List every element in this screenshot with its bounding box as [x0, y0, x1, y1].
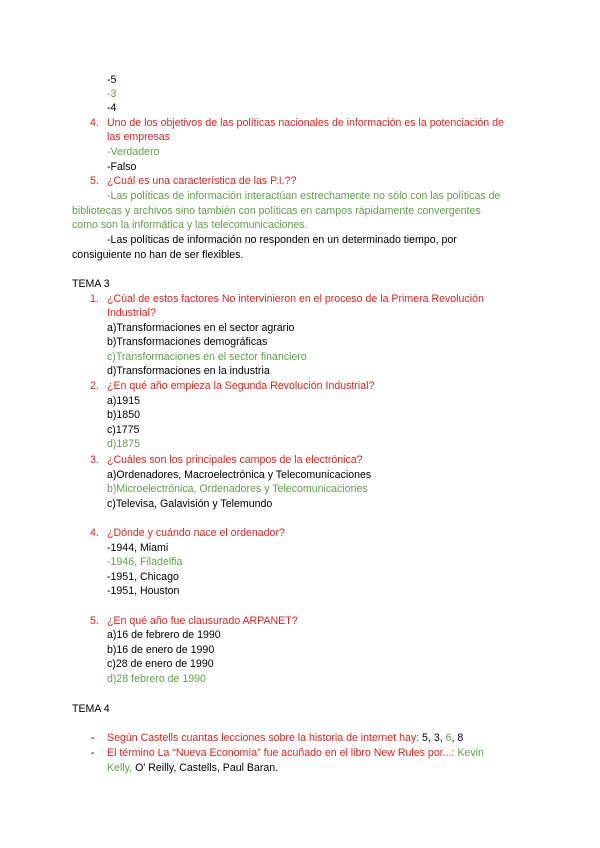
option-text: a)Transformaciones en el sector agrario: [107, 322, 295, 334]
correct-option-text: d)1875: [107, 438, 140, 450]
question-text: las empresas: [107, 131, 170, 143]
correct-option-text: b)Microelectrónica, Ordenadores y Telecomunicaciones: [107, 483, 368, 495]
option-text: , 8: [451, 732, 464, 744]
bullet-item-continuation: [107, 761, 278, 775]
option-text: -1951, Chicago: [107, 571, 179, 583]
option-text: b)1850: [107, 409, 140, 421]
correct-option-text: d)28 febrero de 1990: [107, 673, 206, 685]
correct-option-text: -1946, Filadelfia: [107, 556, 183, 568]
correct-option-text: como son la informática y las telecomunicaciones.: [72, 219, 308, 231]
question-text: ¿Cuáles son los principales campos de la electrónica?: [107, 454, 363, 466]
bullet-dash: -: [91, 732, 95, 744]
question-text: ¿En qué año fue clausurado ARPANET?: [107, 615, 298, 627]
option-text: a)1915: [107, 395, 140, 407]
question-number: 5.: [90, 175, 99, 187]
option-text: c)Televisa, Galavisión y Telemundo: [107, 498, 273, 510]
question-text: ¿Cúal de estos factores No intervinieron en el proceso de la Primera Revolución: [107, 293, 484, 305]
question-text: ¿Cuál es una característica de las P.I.??: [107, 175, 297, 187]
option-text: O’ Reilly, Castells, Paul Baran.: [132, 762, 279, 774]
option-text: -Las políticas de información no responden en un determinado tiempo, por: [107, 234, 457, 246]
section-heading: TEMA 3: [72, 278, 110, 290]
option-text: -1944, Miami: [107, 542, 169, 554]
section-heading: TEMA 4: [72, 703, 110, 715]
option-text: -5: [107, 74, 117, 86]
question-number: 3.: [90, 454, 99, 466]
question-text: ¿En qué año empieza la Segunda Revolución Industrial?: [107, 380, 375, 392]
question-text: El término La “Nueva Economía” fue acuñado en el libro New Rules por...:: [107, 747, 455, 759]
question-text: Industrial?: [107, 307, 156, 319]
correct-option-text: c)Transformaciones en el sector financiero: [107, 351, 307, 363]
option-text: -Falso: [107, 161, 137, 173]
option-text: 5, 3,: [419, 732, 446, 744]
bullet-item: [107, 731, 463, 745]
question-text: ¿Dónde y cuándo nace el ordenador?: [107, 527, 285, 539]
option-text: c)28 de enero de 1990: [107, 658, 214, 670]
correct-option-text: 6: [445, 732, 452, 744]
correct-option-text: -Verdadero: [107, 146, 160, 158]
question-number: 2.: [90, 380, 99, 392]
option-text: b)Transformaciones demográficas: [107, 336, 268, 348]
option-text: b)16 de enero de 1990: [107, 644, 215, 656]
option-text: consiguiente no han de ser flexibles.: [72, 249, 244, 261]
option-text: -1951, Houston: [107, 585, 180, 597]
correct-option-text: bibliotecas y archivos sino también con políticas en campos rápidamente convergentes: [72, 205, 481, 217]
correct-option-text: -3: [107, 88, 117, 100]
question-text: Según Castells cuantas lecciones sobre la historia de internet hay:: [107, 732, 420, 744]
question-text: Uno de los objetivos de las políticas nacionales de información es la potenciación de: [107, 117, 504, 129]
question-number: 4.: [90, 527, 99, 539]
option-text: -4: [107, 102, 117, 114]
question-number: 1.: [90, 293, 99, 305]
option-text: d)Transformaciones en la industria: [107, 365, 270, 377]
option-text: a)16 de febrero de 1990: [107, 629, 221, 641]
correct-option-text: Kelly,: [107, 762, 133, 774]
bullet-dash: -: [91, 747, 95, 759]
correct-option-text: -Las políticas de información interactúan estrechamente no sólo con las políticas de: [107, 190, 501, 202]
correct-option-text: Kevin: [454, 747, 484, 759]
bullet-item: [107, 746, 484, 760]
option-text: c)1775: [107, 424, 140, 436]
question-number: 5.: [90, 615, 99, 627]
question-number: 4.: [90, 117, 99, 129]
option-text: a)Ordenadores, Macroelectrónica y Telecomunicaciones: [107, 469, 372, 481]
